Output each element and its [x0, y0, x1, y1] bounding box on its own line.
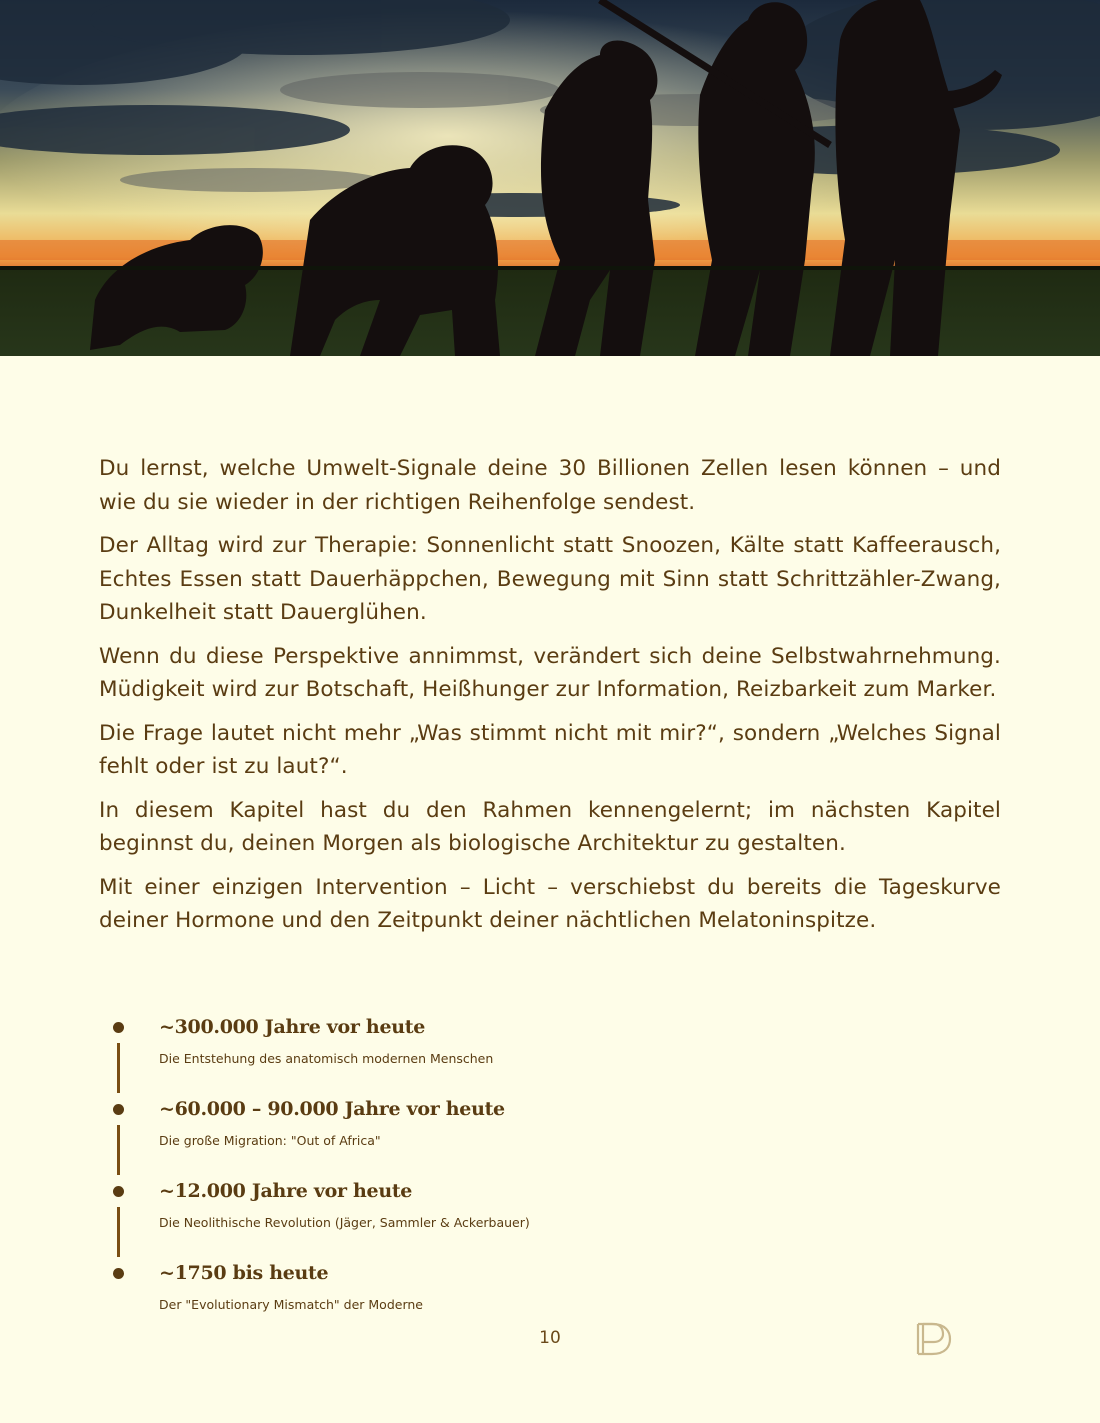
chapter-text — [99, 452, 1001, 948]
paragraph: In diesem Kapitel hast du den Rahmen kennengelernt; im nächsten Kapitel beginnst du, deinen Morgen als biologische Architektur zu gestalten. — [99, 797, 1001, 856]
paragraph: Die Frage lautet nicht mehr „Was stimmt nicht mit mir?“, sondern „Welches Signal fehlt oder ist zu laut?“. — [99, 720, 1001, 779]
timeline-dot-icon — [113, 1268, 124, 1279]
evolution-timeline — [110, 1012, 810, 1340]
timeline-dot-icon — [113, 1104, 124, 1115]
timeline-item-subtitle: Die Neolithische Revolution (Jäger, Sammler & Ackerbauer) — [159, 1215, 530, 1230]
timeline-connector — [117, 1043, 120, 1093]
timeline-connector — [117, 1207, 120, 1257]
paragraph: Mit einer einzigen Intervention – Licht – verschiebst du bereits die Tageskurve deiner Hormone und den Zeitpunkt deiner nächtlichen Melatoninspitze. — [99, 874, 1001, 933]
timeline-item — [110, 1258, 810, 1340]
silhouettes-evolution-sunset-image — [0, 0, 1100, 356]
monogram-logo-icon — [912, 1318, 954, 1360]
timeline-item-title: ~60.000 – 90.000 Jahre vor heute — [159, 1098, 505, 1120]
timeline-item-title: ~300.000 Jahre vor heute — [159, 1016, 426, 1038]
timeline-dot-icon — [113, 1186, 124, 1197]
timeline-item-title: ~1750 bis heute — [159, 1262, 329, 1284]
hero-image — [0, 0, 1100, 356]
timeline-item-title: ~12.000 Jahre vor heute — [159, 1180, 413, 1202]
page-number: 10 — [539, 1328, 561, 1348]
paragraph: Der Alltag wird zur Therapie: Sonnenlicht statt Snoozen, Kälte statt Kaffeerausch, Echtes Essen statt Dauerhäppchen, Bewegung mit Sinn statt Schrittzähler-Zwang, Dunkelheit statt Dauerglühen. — [99, 533, 1001, 625]
timeline-dot-icon — [113, 1022, 124, 1033]
timeline-item — [110, 1012, 810, 1094]
timeline-item-subtitle: Die große Migration: "Out of Africa" — [159, 1133, 381, 1148]
timeline-connector — [117, 1125, 120, 1175]
timeline-item — [110, 1094, 810, 1176]
timeline-item-subtitle: Die Entstehung des anatomisch modernen Menschen — [159, 1051, 494, 1066]
paragraph: Du lernst, welche Umwelt-Signale deine 30 Billionen Zellen lesen können – und wie du sie wieder in der richtigen Reihenfolge sendest. — [99, 456, 1001, 515]
timeline-item — [110, 1176, 810, 1258]
paragraph: Wenn du diese Perspektive annimmst, verändert sich deine Selbstwahrnehmung. Müdigkeit wird zur Botschaft, Heißhunger zur Information, Reizbarkeit zum Marker. — [99, 643, 1001, 702]
timeline-item-subtitle: Der "Evolutionary Mismatch" der Moderne — [159, 1297, 423, 1312]
